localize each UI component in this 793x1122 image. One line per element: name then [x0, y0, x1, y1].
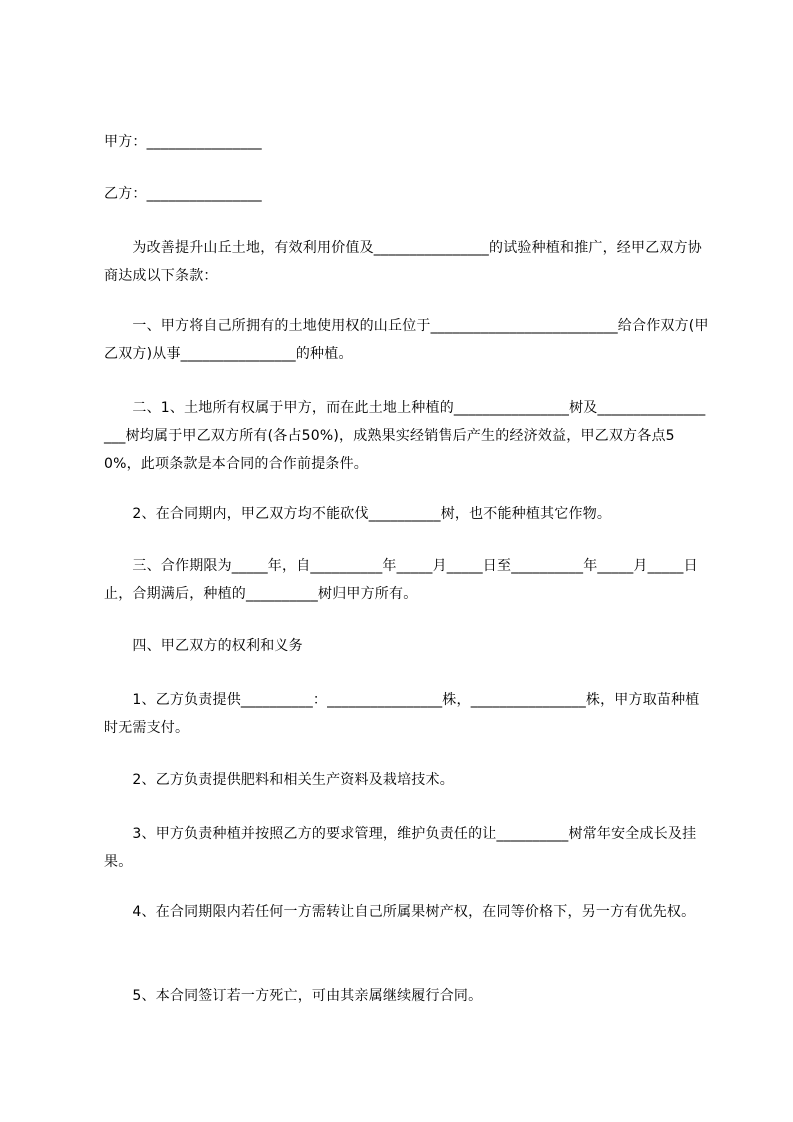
- clause-3-paragraph: 三、合作期限为_____年，自__________年_____月_____日至__________年_____月_____日止，合期满后，种植的__________树归甲方所有。: [104, 558, 698, 602]
- clause-4-2-paragraph: 2、乙方负责提供肥料和相关生产资料及栽培技术。: [104, 772, 454, 788]
- clause-1-paragraph: 一、甲方将自己所拥有的土地使用权的山丘位于__________________________给合作双方(甲乙双方)从事________________的种植。: [104, 318, 709, 362]
- clause-4-3-paragraph: 3、甲方负责种植并按照乙方的要求管理，维护负责任的让__________树常年安全成长及挂果。: [104, 826, 697, 870]
- clause-4-1-paragraph: 1、乙方负责提供__________：________________株，________________株，甲方取苗种植时无需支付。: [104, 692, 700, 736]
- party-a-line: 甲方：________________: [104, 134, 262, 150]
- clause-4-5-paragraph: 5、本合同签订若一方死亡，可由其亲属继续履行合同。: [104, 988, 483, 1004]
- clause-4-4-paragraph: 4、在合同期限内若任何一方需转让自己所属果树产权，在同等价格下，另一方有优先权。: [104, 904, 696, 920]
- clause-2-2-paragraph: 2、在合同期内，甲乙双方均不能砍伐__________树，也不能种植其它作物。: [104, 506, 612, 522]
- clause-2-1-paragraph: 二、1、土地所有权属于甲方，而在此土地上种植的________________树及__________________树均属于甲乙双方所有(各占50%)，成熟果实经销售后产生的经济效益，甲乙双方各点50%，此项条款是本合同的合作前提条件。: [104, 400, 706, 472]
- intro-paragraph: 为改善提升山丘土地，有效利用价值及________________的试验种植和推广，经甲乙双方协商达成以下条款：: [104, 240, 702, 284]
- party-b-line: 乙方：________________: [104, 186, 262, 202]
- clause-4-title: 四、甲乙双方的权利和义务: [104, 638, 303, 654]
